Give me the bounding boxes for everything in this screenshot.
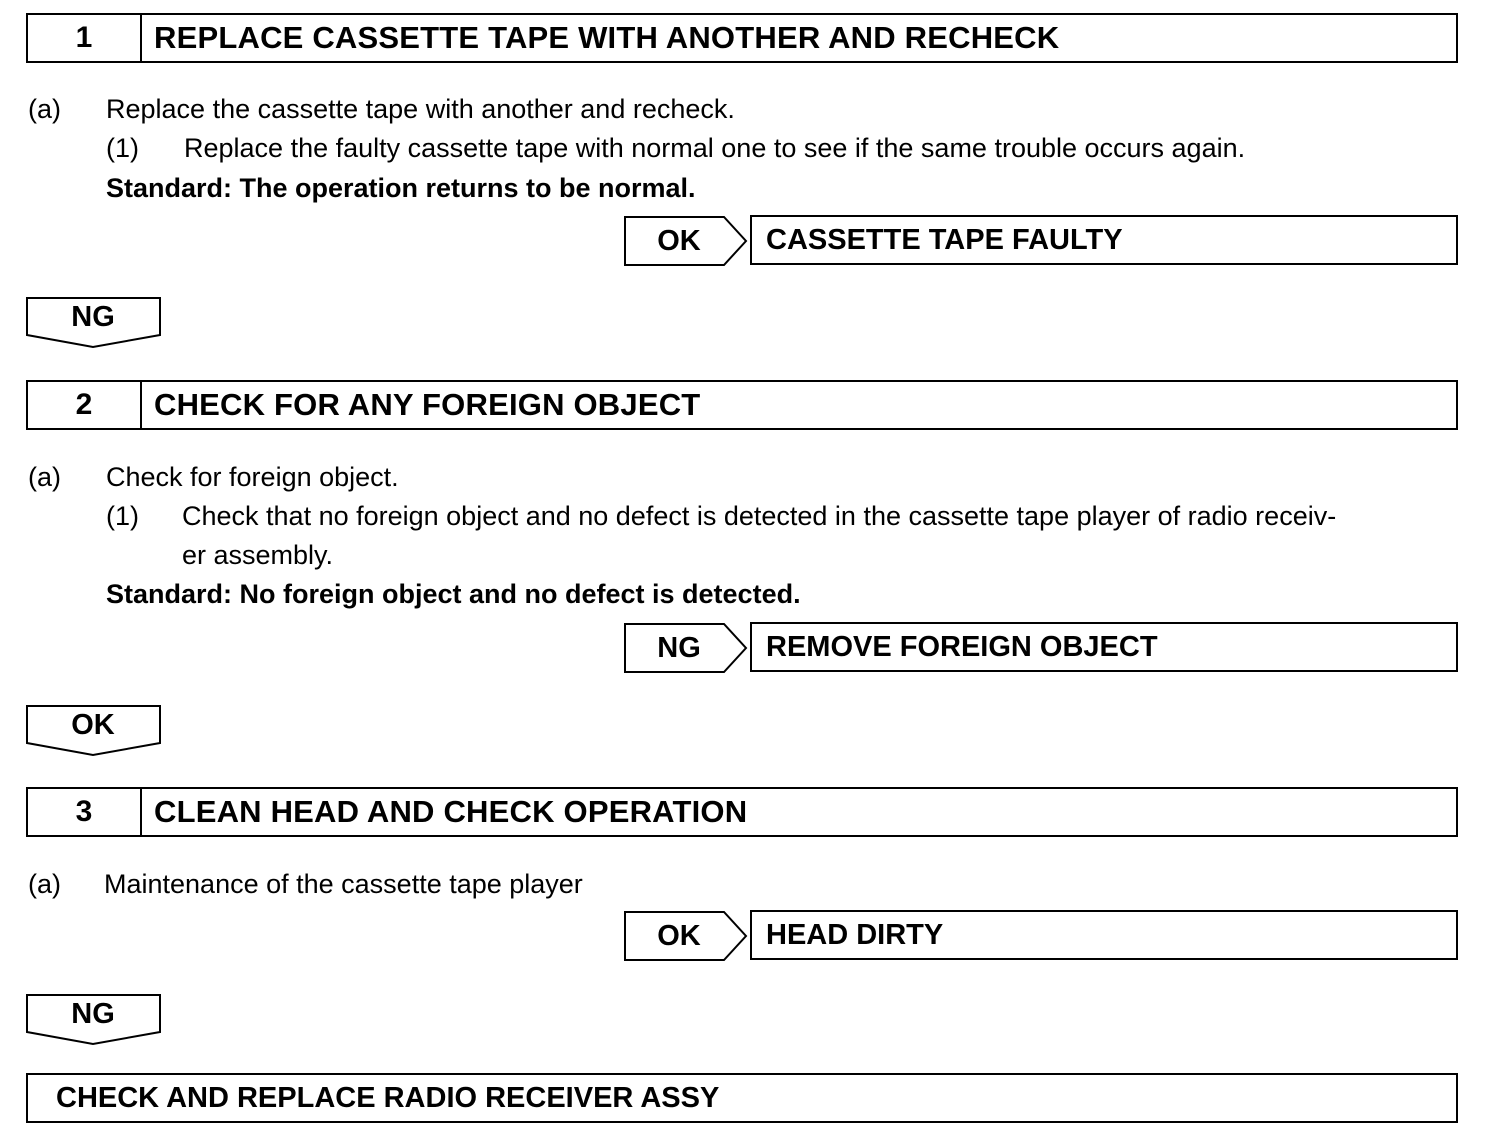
- step-1-header: [26, 13, 1458, 63]
- step-number: 2: [28, 382, 142, 428]
- item-marker: (a): [28, 462, 61, 492]
- branch-tag: [624, 216, 748, 266]
- sub-item-text-cont: er assembly.: [182, 540, 334, 570]
- flow-label: OK: [71, 708, 115, 741]
- step-title: CHECK FOR ANY FOREIGN OBJECT: [154, 387, 701, 422]
- item-marker: (a): [28, 94, 61, 124]
- branch-tag: [624, 623, 748, 673]
- branch-label: OK: [657, 224, 701, 257]
- item-text: Replace the cassette tape with another and recheck.: [106, 94, 735, 124]
- flow-label: NG: [71, 997, 115, 1030]
- sub-item-text: Check that no foreign object and no defect is detected in the cassette tape player of radio receiv-: [182, 501, 1337, 531]
- item-marker: (a): [28, 869, 61, 899]
- standard-text: Standard: The operation returns to be normal.: [106, 173, 696, 203]
- flow-tag: [26, 994, 162, 1046]
- final-action-box: CHECK AND REPLACE RADIO RECEIVER ASSY: [26, 1073, 1458, 1123]
- item-text: Check for foreign object.: [106, 462, 399, 492]
- step-title: CLEAN HEAD AND CHECK OPERATION: [154, 794, 748, 829]
- sub-item-marker: (1): [106, 501, 139, 531]
- standard-text: Standard: No foreign object and no defect is detected.: [106, 579, 801, 609]
- branch-result: REMOVE FOREIGN OBJECT: [750, 622, 1458, 672]
- step-3-header: [26, 787, 1458, 837]
- item-text: Maintenance of the cassette tape player: [104, 869, 583, 899]
- branch-result: CASSETTE TAPE FAULTY: [750, 215, 1458, 265]
- step-number: 1: [28, 15, 142, 61]
- flow-label: NG: [71, 300, 115, 333]
- sub-item-text: Replace the faulty cassette tape with normal one to see if the same trouble occurs again.: [184, 133, 1246, 163]
- flow-tag: [26, 705, 162, 757]
- branch-label: NG: [657, 631, 701, 664]
- branch-label: OK: [657, 919, 701, 952]
- step-2-header: [26, 380, 1458, 430]
- branch-tag: [624, 911, 748, 961]
- sub-item-marker: (1): [106, 133, 139, 163]
- flow-tag: [26, 297, 162, 349]
- step-title: REPLACE CASSETTE TAPE WITH ANOTHER AND RECHECK: [154, 20, 1060, 55]
- branch-result: HEAD DIRTY: [750, 910, 1458, 960]
- step-number: 3: [28, 789, 142, 835]
